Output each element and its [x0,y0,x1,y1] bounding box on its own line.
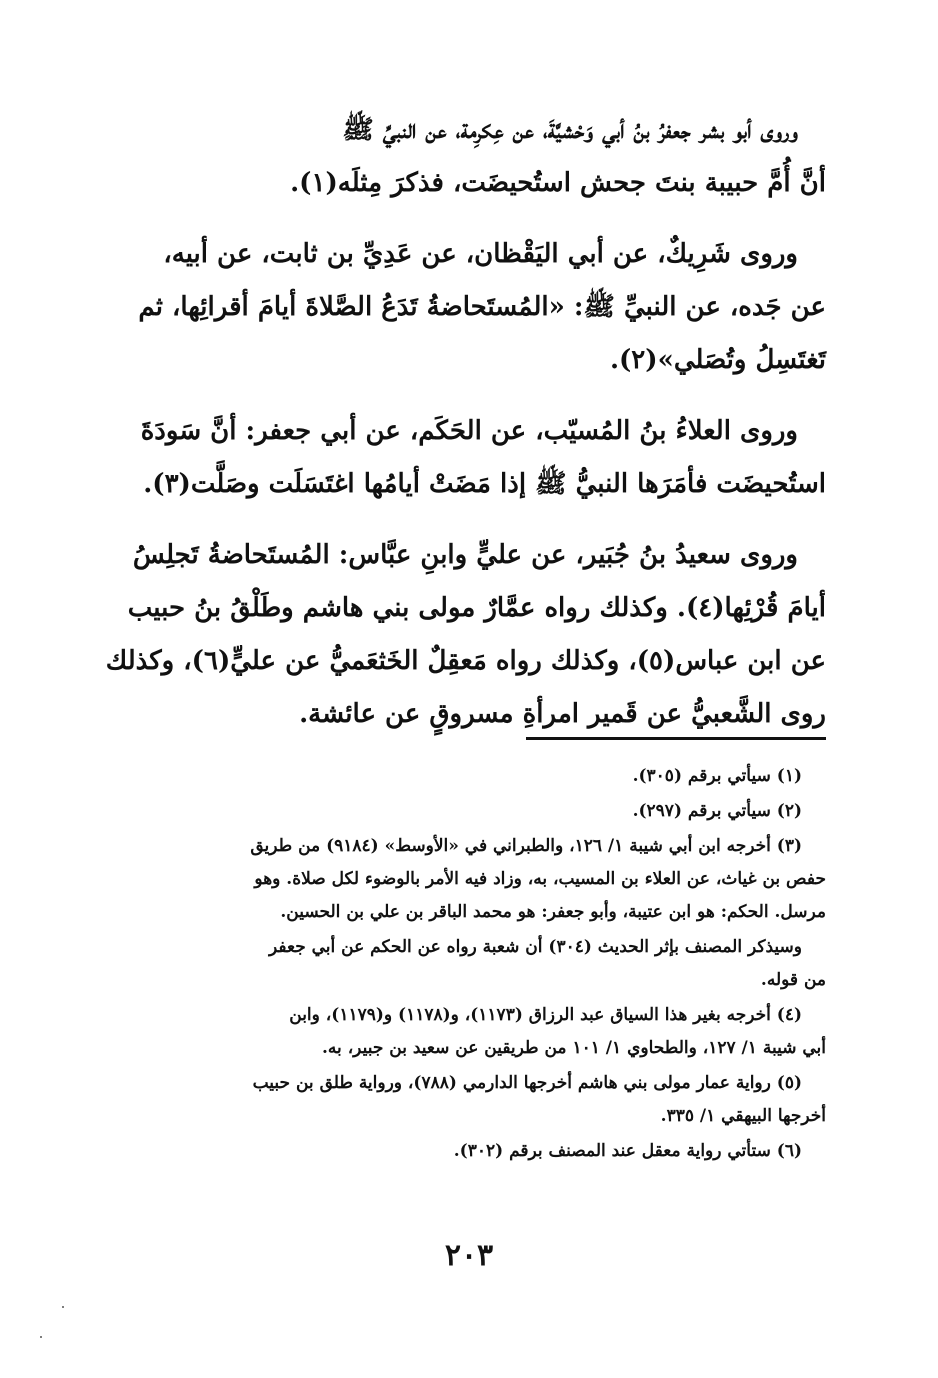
footnote-line: مرسل. الحكم: هو ابن عتيبة، وأبو جعفر: هو محمد الباقر بن علي بن الحسين. [280,902,826,922]
paragraph-1 [104,104,826,210]
footnote-line: أبي شيبة ١/ ١٢٧، والطحاوي ١/ ١٠١ من طريقين عن سعيد بن جبير، به. [322,1038,826,1058]
footnote-line: من قوله. [760,970,826,990]
text-line: وروى أبو بشر جعفرُ بنُ أبي وَحْشيَّةَ، عن عِكرِمة، عن النبيِّ ﷺ [342,115,798,145]
text-line: تَغتَسِلُ وتُصَلي»(٢). [609,345,826,375]
text-line: عن جَده، عن النبيِّ ﷺ: «المُستَحاضةُ تَدَعُ الصَّلاةَ أيامَ أقرائِها، ثم [138,292,826,322]
paragraph-4 [104,529,826,741]
footnote-1 [104,760,826,793]
text-line: أيامَ قُرْئِها(٤). وكذلك رواه عمَّارٌ مولى بني هاشم وطَلْقُ بنُ حبيب [127,593,826,623]
footnote-3 [104,830,826,929]
footnote-separator [526,737,826,740]
text-line: روى الشَّعبيُّ عن قَمير امرأةِ مسروقٍ عن عائشة. [299,699,826,729]
footnote-5 [104,1067,826,1133]
paragraph-2 [104,228,826,387]
footnotes [104,760,826,1168]
footnote-line: (٢) سيأتي برقم (٢٩٧). [632,801,802,821]
text-line: وروى سعيدُ بنُ جُبَير، عن عليٍّ وابنِ عبَّاس: المُستَحاضةُ تَجلِسُ [132,540,798,570]
text-line: عن ابن عباس(٥)، وكذلك رواه مَعقِلٌ الخَثعَميُّ عن عليٍّ(٦)، وكذلك [105,646,826,676]
footnote-line: (١) سيأتي برقم (٣٠٥). [632,766,802,786]
scan-speck [40,1336,42,1338]
footnote-line: حفص بن غياث، عن العلاء بن المسيب، به، وزاد فيه الأمر بالوضوء لكل صلاة. وهو [254,869,826,889]
text-line: وروى العلاءُ بنُ المُسيّب، عن الحَكَم، عن أبي جعفر: أنَّ سَودَةَ [140,416,798,446]
footnote-line: (٣) أخرجه ابن أبي شيبة ١/ ١٢٦، والطبراني في «الأوسط» (٩١٨٤) من طريق [250,836,802,856]
footnote-line: (٦) ستأتي رواية معقل عند المصنف برقم (٣٠٢). [453,1141,802,1161]
footnote-line: (٥) رواية عمار مولى بني هاشم أخرجها الدارمي (٧٨٨)، ورواية طلق بن حبيب [252,1073,802,1093]
text-line: وروى شَرِيكٌ، عن أبي اليَقْظان، عن عَدِيِّ بن ثابت، عن أبيه، [163,239,798,269]
page-number: ٢٠٣ [444,1238,494,1273]
footnote-2 [104,795,826,828]
text-line: أنَّ أُمَّ حبيبة بنتَ جحش استُحيضَت، فذكرَ مِثلَه(١). [290,168,826,198]
footnote-line: أخرجها البيهقي ١/ ٣٣٥. [660,1106,826,1126]
paragraph-3 [104,405,826,511]
footnote-line: (٤) أخرجه بغير هذا السياق عبد الرزاق (١١٧٣)، و(١١٧٨) و(١١٧٩)، وابن [289,1005,802,1025]
footnote-6 [104,1135,826,1168]
main-text [104,104,826,759]
footnote-line: وسيذكر المصنف بإثر الحديث (٣٠٤) أن شعبة رواه عن الحكم عن أبي جعفر [269,937,802,957]
scan-speck [62,1306,64,1308]
footnote-3-continued [104,931,826,997]
text-line: استُحيضَت فأمَرَها النبيُّ ﷺ إذا مَضَتْ أيامُها اغتَسَلَت وصَلَّت(٣). [143,469,826,499]
footnote-4 [104,999,826,1065]
